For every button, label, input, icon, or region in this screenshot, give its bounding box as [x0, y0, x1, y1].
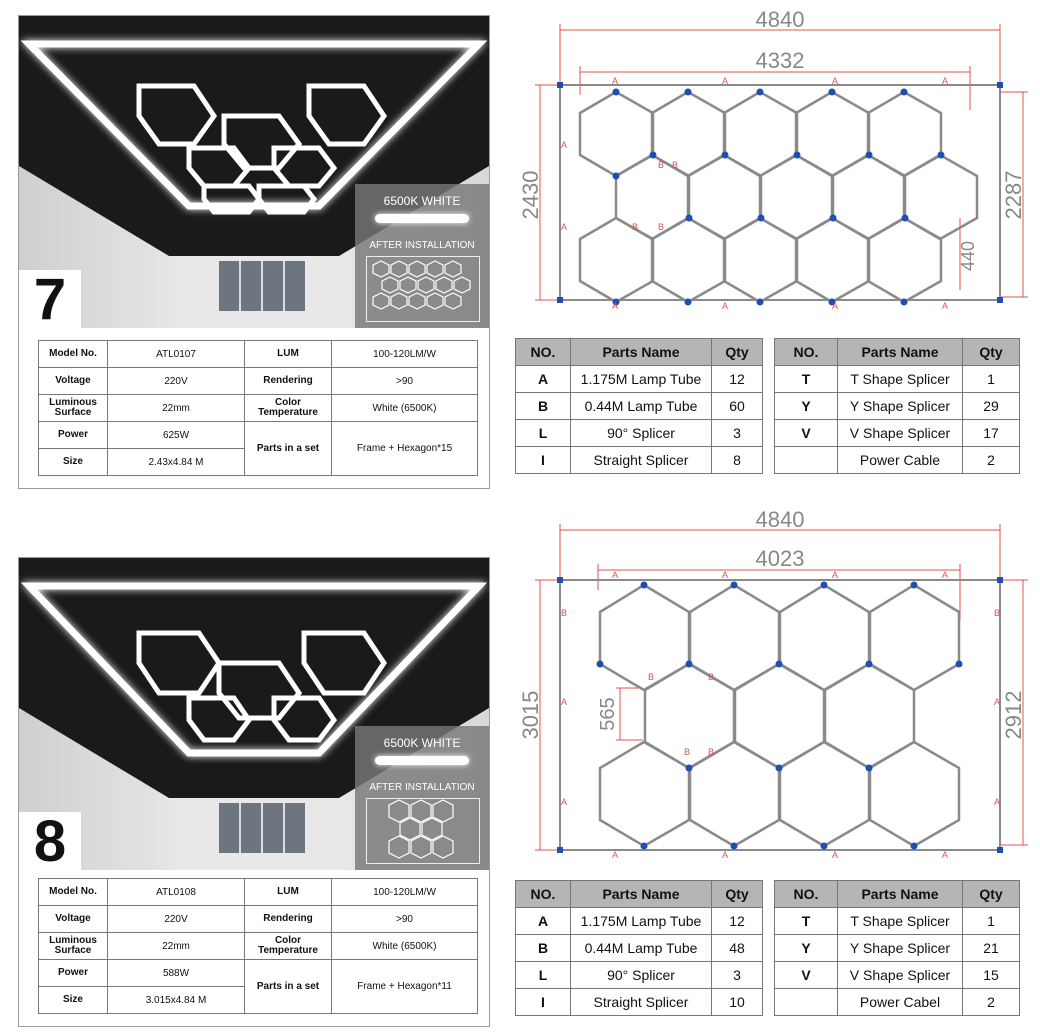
- installation-photo: [19, 16, 489, 328]
- rendering-value: >90: [332, 906, 478, 933]
- part-no: A: [516, 366, 571, 393]
- part-no: T: [775, 366, 838, 393]
- surface-value: 22mm: [108, 933, 245, 960]
- table-row: [516, 366, 763, 393]
- table-row: [516, 935, 763, 962]
- marker-b: B: [684, 747, 691, 757]
- marker-b: B: [632, 222, 639, 232]
- table-row: [516, 393, 763, 420]
- table-row: [39, 341, 478, 368]
- inner-width: 4332: [755, 48, 805, 73]
- product-number: 8: [19, 812, 81, 870]
- column-header-qty: Qty: [963, 339, 1020, 366]
- part-no: I: [516, 447, 571, 474]
- dimension-drawing: [508, 500, 1033, 860]
- part-qty: 12: [712, 366, 763, 393]
- inner-height: 2912: [1001, 690, 1026, 740]
- column-header-qty: Qty: [712, 881, 763, 908]
- marker-a: A: [612, 850, 619, 860]
- part-no: I: [516, 989, 571, 1016]
- table-row: [39, 933, 478, 960]
- parts-value: Frame + Hexagon*11: [332, 960, 478, 1014]
- lum-value: 100-120LM/W: [332, 879, 478, 906]
- part-qty: 15: [963, 962, 1020, 989]
- voltage-label: Voltage: [39, 368, 108, 395]
- table-row: [516, 447, 763, 474]
- part-qty: 8: [712, 447, 763, 474]
- parts-label: Parts in a set: [245, 960, 332, 1014]
- part-qty: 60: [712, 393, 763, 420]
- table-header-row: [775, 339, 1020, 366]
- part-qty: 48: [712, 935, 763, 962]
- marker-a: A: [612, 76, 619, 86]
- part-no: V: [775, 420, 838, 447]
- marker-a: A: [832, 301, 839, 310]
- marker-a: A: [942, 76, 949, 86]
- marker-b: B: [708, 747, 715, 757]
- table-row: [516, 420, 763, 447]
- power-label: Power: [39, 960, 108, 987]
- table-row: [39, 422, 478, 449]
- part-name: Straight Splicer: [571, 989, 712, 1016]
- table-row: [775, 935, 1020, 962]
- marker-b: B: [658, 160, 665, 170]
- voltage-value: 220V: [108, 906, 245, 933]
- part-name: Y Shape Splicer: [838, 393, 963, 420]
- color-temperature-badge: [355, 184, 489, 328]
- table-row: [516, 908, 763, 935]
- part-no: V: [775, 962, 838, 989]
- lum-value: 100-120LM/W: [332, 341, 478, 368]
- layout-diagram-7: [508, 0, 1033, 315]
- model-label: Model No.: [39, 341, 108, 368]
- marker-b: B: [708, 672, 715, 682]
- marker-a: A: [994, 697, 1001, 707]
- lum-label: LUM: [245, 879, 332, 906]
- marker-a: A: [612, 570, 619, 580]
- part-name: Power Cable: [838, 447, 963, 474]
- table-row: [775, 908, 1020, 935]
- spec-table: [38, 878, 478, 1014]
- table-row: [775, 989, 1020, 1016]
- parts-table-right: [774, 338, 1020, 474]
- part-qty: 3: [712, 962, 763, 989]
- part-no: [775, 447, 838, 474]
- part-no: A: [516, 908, 571, 935]
- marker-a: A: [942, 850, 949, 860]
- table-header-row: [516, 881, 763, 908]
- small-dimension: 565: [597, 697, 619, 731]
- marker-b: B: [672, 160, 679, 170]
- surface-value: 22mm: [108, 395, 245, 422]
- table-row: [39, 879, 478, 906]
- color-label: Color Temperature: [245, 395, 332, 422]
- part-name: 0.44M Lamp Tube: [571, 393, 712, 420]
- model-value: ATL0107: [108, 341, 245, 368]
- color-label: Color Temperature: [245, 933, 332, 960]
- marker-a: A: [832, 570, 839, 580]
- badge-after-installation: AFTER INSTALLATION: [369, 782, 475, 793]
- marker-a: A: [942, 301, 949, 310]
- column-header-no: NO.: [516, 881, 571, 908]
- part-qty: 21: [963, 935, 1020, 962]
- part-qty: 2: [963, 447, 1020, 474]
- part-name: T Shape Splicer: [838, 908, 963, 935]
- part-name: V Shape Splicer: [838, 962, 963, 989]
- outer-height: 3015: [518, 690, 543, 740]
- outer-width: 4840: [755, 507, 805, 532]
- part-no: L: [516, 420, 571, 447]
- parts-label: Parts in a set: [245, 422, 332, 476]
- part-no: Y: [775, 393, 838, 420]
- column-header-qty: Qty: [963, 881, 1020, 908]
- dimension-drawing: [508, 0, 1033, 310]
- part-no: T: [775, 908, 838, 935]
- part-name: 90° Splicer: [571, 420, 712, 447]
- inner-height: 2287: [1001, 170, 1026, 220]
- marker-a: A: [561, 797, 568, 807]
- table-row: [39, 368, 478, 395]
- table-row: [775, 420, 1020, 447]
- layout-diagram-8: [508, 500, 1033, 865]
- badge-temperature: 6500K WHITE: [383, 736, 461, 750]
- part-no: L: [516, 962, 571, 989]
- part-name: 1.175M Lamp Tube: [571, 366, 712, 393]
- parts-table-right: [774, 880, 1020, 1016]
- badge-temperature: 6500K WHITE: [383, 194, 461, 208]
- size-value: 3.015x4.84 M: [108, 987, 245, 1014]
- part-no: B: [516, 935, 571, 962]
- part-qty: 10: [712, 989, 763, 1016]
- marker-a: A: [832, 850, 839, 860]
- column-header-name: Parts Name: [838, 881, 963, 908]
- table-row: [516, 962, 763, 989]
- part-qty: 2: [963, 989, 1020, 1016]
- part-qty: 17: [963, 420, 1020, 447]
- lum-label: LUM: [245, 341, 332, 368]
- table-row: [39, 395, 478, 422]
- hexagon-preview: [366, 256, 480, 322]
- rendering-value: >90: [332, 368, 478, 395]
- color-value: White (6500K): [332, 395, 478, 422]
- part-qty: 29: [963, 393, 1020, 420]
- marker-b: B: [994, 608, 1001, 618]
- marker-a: A: [722, 301, 729, 310]
- marker-a: A: [994, 797, 1001, 807]
- parts-value: Frame + Hexagon*15: [332, 422, 478, 476]
- part-no: Y: [775, 935, 838, 962]
- power-value: 625W: [108, 422, 245, 449]
- size-value: 2.43x4.84 M: [108, 449, 245, 476]
- size-label: Size: [39, 987, 108, 1014]
- product-card-8: [18, 557, 490, 1027]
- marker-b: B: [658, 222, 665, 232]
- marker-b: B: [561, 608, 568, 618]
- surface-label: Luminous Surface: [39, 395, 108, 422]
- marker-a: A: [561, 697, 568, 707]
- table-header-row: [516, 339, 763, 366]
- part-name: 90° Splicer: [571, 962, 712, 989]
- part-no: [775, 989, 838, 1016]
- light-bar: [375, 214, 469, 223]
- model-value: ATL0108: [108, 879, 245, 906]
- column-header-no: NO.: [775, 881, 838, 908]
- light-bar: [375, 756, 469, 765]
- column-header-name: Parts Name: [838, 339, 963, 366]
- power-value: 588W: [108, 960, 245, 987]
- column-header-no: NO.: [775, 339, 838, 366]
- small-dimension: 440: [958, 240, 978, 272]
- part-qty: 1: [963, 908, 1020, 935]
- rendering-label: Rendering: [245, 906, 332, 933]
- product-number: 7: [19, 270, 81, 328]
- inner-width: 4023: [755, 546, 805, 571]
- voltage-value: 220V: [108, 368, 245, 395]
- part-name: Power Cabel: [838, 989, 963, 1016]
- table-row: [775, 393, 1020, 420]
- column-header-name: Parts Name: [571, 881, 712, 908]
- table-row: [775, 962, 1020, 989]
- marker-a: A: [561, 140, 568, 150]
- marker-a: A: [942, 570, 949, 580]
- table-row: [516, 989, 763, 1016]
- power-label: Power: [39, 422, 108, 449]
- part-name: Y Shape Splicer: [838, 935, 963, 962]
- parts-table-left: [515, 338, 763, 474]
- column-header-name: Parts Name: [571, 339, 712, 366]
- outer-height: 2430: [518, 170, 543, 220]
- color-temperature-badge: [355, 726, 489, 870]
- marker-b: B: [648, 672, 655, 682]
- outer-width: 4840: [755, 7, 805, 32]
- rendering-label: Rendering: [245, 368, 332, 395]
- part-name: V Shape Splicer: [838, 420, 963, 447]
- table-row: [39, 906, 478, 933]
- hexagon-preview: [366, 798, 480, 864]
- part-name: 1.175M Lamp Tube: [571, 908, 712, 935]
- table-header-row: [775, 881, 1020, 908]
- size-label: Size: [39, 449, 108, 476]
- marker-a: A: [722, 850, 729, 860]
- marker-a: A: [832, 76, 839, 86]
- part-qty: 3: [712, 420, 763, 447]
- badge-after-installation: AFTER INSTALLATION: [369, 240, 475, 251]
- table-row: [775, 447, 1020, 474]
- part-qty: 12: [712, 908, 763, 935]
- part-name: 0.44M Lamp Tube: [571, 935, 712, 962]
- marker-a: A: [722, 570, 729, 580]
- marker-a: A: [612, 301, 619, 310]
- voltage-label: Voltage: [39, 906, 108, 933]
- product-card-7: [18, 15, 490, 489]
- surface-label: Luminous Surface: [39, 933, 108, 960]
- part-no: B: [516, 393, 571, 420]
- part-qty: 1: [963, 366, 1020, 393]
- column-header-qty: Qty: [712, 339, 763, 366]
- color-value: White (6500K): [332, 933, 478, 960]
- spec-table: [38, 340, 478, 476]
- marker-a: A: [561, 222, 568, 232]
- marker-a: A: [722, 76, 729, 86]
- installation-photo: [19, 558, 489, 870]
- parts-table-left: [515, 880, 763, 1016]
- table-row: [775, 366, 1020, 393]
- part-name: T Shape Splicer: [838, 366, 963, 393]
- column-header-no: NO.: [516, 339, 571, 366]
- model-label: Model No.: [39, 879, 108, 906]
- table-row: [39, 960, 478, 987]
- part-name: Straight Splicer: [571, 447, 712, 474]
